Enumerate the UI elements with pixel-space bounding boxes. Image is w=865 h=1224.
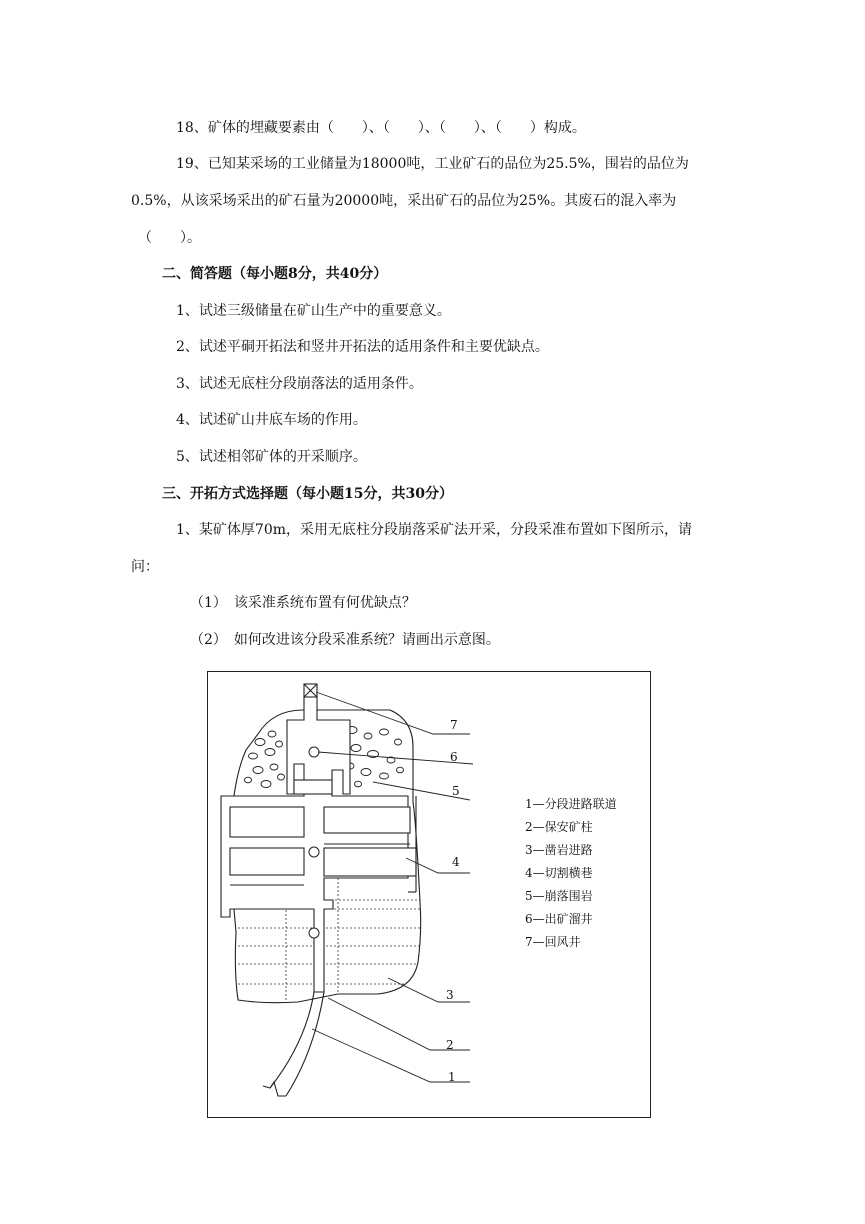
section-2-item: 2、试述平硐开拓法和竖井开拓法的适用条件和主要优缺点。 — [176, 339, 549, 355]
legend-item-7: 7—回风井 — [525, 935, 581, 949]
callout-5: 5 — [452, 784, 460, 798]
question-19-line-3: （ ）。 — [138, 230, 201, 246]
section-3-question-1-line-2: 问： — [131, 559, 159, 575]
callout-7: 7 — [450, 718, 458, 732]
question-18: 18、矿体的埋藏要素由（ ）、（ ）、（ ）、（ ）构成。 — [176, 120, 586, 136]
section-3-question-1-line-1: 1、某矿体厚70m，采用无底柱分段崩落采矿法开采，分段采准布置如下图所示，请 — [176, 522, 692, 538]
legend-item-2: 2—保安矿柱 — [525, 820, 593, 834]
legend-item-3: 3—凿岩进路 — [525, 843, 593, 857]
callout-2: 2 — [446, 1038, 454, 1052]
section-2-item: 1、试述三级储量在矿山生产中的重要意义。 — [176, 303, 451, 319]
question-19-line-2: 0.5%，从该采场采出的矿石量为20000吨，采出矿石的品位为25%。其废石的混入率为 — [131, 193, 677, 209]
mining-layout-figure — [207, 671, 651, 1118]
callout-1: 1 — [448, 1070, 456, 1084]
callout-4: 4 — [452, 855, 460, 869]
section-3-sub-question-1: （1） 该采准系统布置有何优缺点？ — [190, 595, 416, 611]
section-2-item: 5、试述相邻矿体的开采顺序。 — [176, 449, 367, 465]
legend-item-4: 4—切割横巷 — [525, 866, 593, 880]
callout-6: 6 — [450, 750, 458, 764]
haulage-drift — [263, 992, 324, 1096]
legend-item-5: 5—崩落围岩 — [525, 889, 593, 903]
section-2-item: 4、试述矿山井底车场的作用。 — [176, 412, 367, 428]
ventilation-shaft-head — [304, 684, 317, 697]
section-2-item: 3、试述无底柱分段崩落法的适用条件。 — [176, 376, 423, 392]
callout-3: 3 — [446, 988, 454, 1002]
question-19-line-1: 19、已知某采场的工业储量为18000吨，工业矿石的品位为25.5%，围岩的品位为 — [176, 156, 689, 172]
legend-item-6: 6—出矿溜井 — [525, 912, 593, 926]
section-3-sub-question-2: （2） 如何改进该分段采准系统？请画出示意图。 — [190, 632, 500, 648]
section-2-title: 二、简答题（每小题8分，共40分） — [162, 266, 388, 282]
section-3-title: 三、开拓方式选择题（每小题15分，共30分） — [162, 486, 453, 502]
legend-item-1: 1—分段进路联道 — [525, 797, 617, 811]
